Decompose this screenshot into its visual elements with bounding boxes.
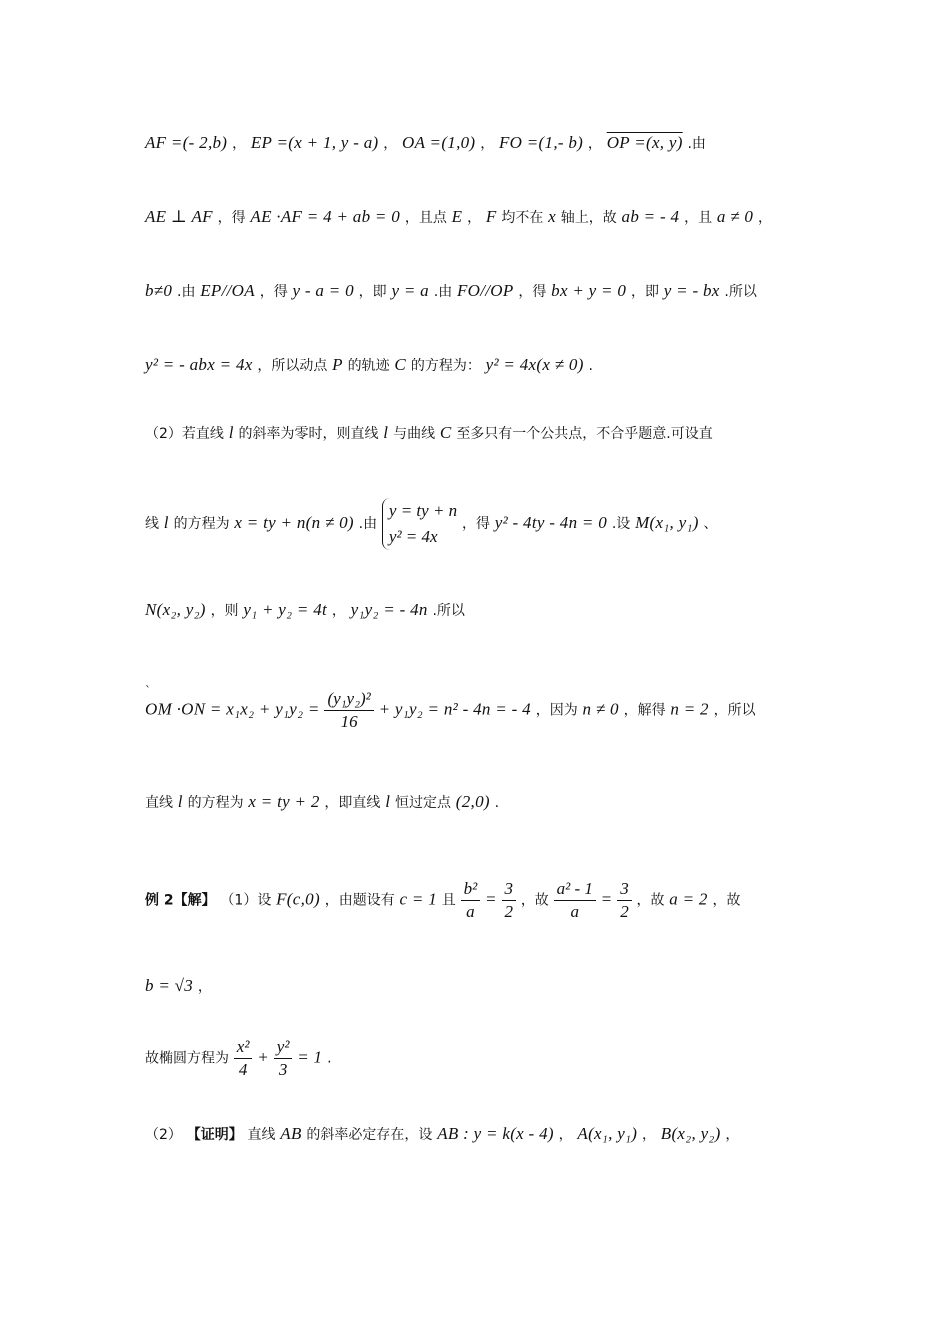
text: 、	[703, 516, 718, 532]
text: .	[327, 1050, 332, 1067]
math: y² = 4x(x ≠ 0)	[485, 355, 584, 374]
math: y = - bx	[663, 281, 720, 300]
fraction-numerator: b²	[461, 878, 481, 901]
text: 的斜率为零时，则直线	[238, 426, 379, 442]
fraction-numerator: (y₁y₂)²	[324, 688, 373, 711]
text: ，即	[630, 284, 659, 300]
fraction-numerator: a² - 1	[554, 878, 596, 901]
example-heading: 例 2【解】	[145, 892, 216, 909]
math: EP//OA	[200, 281, 255, 300]
math: y₁y₂ = - 4n	[350, 600, 428, 619]
math: x	[548, 207, 556, 226]
math: n = 2	[670, 699, 709, 719]
math: n ≠ 0	[582, 699, 619, 719]
math: AB	[280, 1124, 302, 1143]
math: ab = - 4	[621, 207, 680, 226]
math: E	[451, 207, 463, 226]
system-row: y² = 4x	[388, 527, 438, 546]
fraction	[554, 878, 596, 923]
text: ，则	[210, 603, 239, 619]
fraction-denominator: 16	[340, 712, 358, 731]
math: B(x₂, y₂)	[660, 1124, 721, 1143]
text: ，	[642, 1127, 656, 1143]
text: （2）若直线	[145, 426, 224, 442]
text: 至多只有一个公共点，不合乎题意.可设直	[456, 426, 713, 442]
math: y - a = 0	[292, 281, 354, 300]
math: F	[485, 207, 497, 226]
text: 与曲线	[393, 426, 436, 442]
math: OM ·ON = x₁x₂ + y₁y₂ =	[145, 699, 320, 719]
stray-mark: `	[145, 684, 151, 698]
line-10	[145, 878, 815, 923]
text: ，因为	[535, 702, 578, 719]
fraction	[617, 878, 632, 923]
text: .设	[611, 516, 631, 532]
fraction-denominator: 2	[504, 902, 514, 921]
text: ，所以动点	[257, 358, 328, 374]
line-3	[145, 279, 815, 304]
text: ，得	[259, 284, 288, 300]
fraction-denominator: a	[570, 902, 579, 921]
text: 且	[441, 892, 456, 909]
math: y² = - abx = 4x	[145, 355, 253, 374]
text: ，得	[518, 284, 547, 300]
fraction-numerator: y²	[274, 1036, 293, 1059]
text: 直线	[247, 1127, 276, 1143]
math: l	[383, 423, 389, 442]
text: .	[588, 358, 593, 374]
math: l	[385, 792, 391, 811]
text: .由	[687, 136, 706, 152]
text: 线	[145, 516, 159, 532]
math: l	[228, 423, 234, 442]
math: M(x₁, y₁)	[635, 513, 699, 532]
text: ，得	[461, 516, 490, 532]
text: 的方程为：	[410, 358, 481, 374]
line-13	[145, 1122, 815, 1147]
math: AF =(- 2,b)	[145, 133, 228, 152]
math: C	[439, 423, 452, 442]
text: 均不在	[501, 210, 544, 226]
math: FO//OP	[457, 281, 514, 300]
line-6	[145, 498, 815, 550]
math: OP =(x, y)	[606, 133, 683, 152]
math: c = 1	[399, 889, 438, 909]
math: l	[163, 513, 169, 532]
line-1	[145, 131, 815, 156]
text: .由	[358, 516, 378, 532]
fraction-denominator: 2	[620, 902, 629, 921]
text: ，且点	[404, 210, 447, 226]
text: ，故	[712, 892, 741, 909]
fraction	[502, 878, 517, 923]
text: .由	[177, 284, 196, 300]
text: ，	[725, 1127, 740, 1143]
text: 故椭圆方程为	[145, 1050, 229, 1067]
fraction-denominator: a	[466, 902, 475, 921]
text: ，即	[358, 284, 387, 300]
line-12	[145, 1036, 815, 1081]
math: AE ⊥ AF	[145, 207, 213, 226]
math: C	[394, 355, 407, 374]
text: 的斜率必定存在，设	[306, 1127, 433, 1143]
text: ，故	[636, 892, 665, 909]
text: ，	[232, 136, 247, 152]
math: x = ty + n(n ≠ 0)	[234, 513, 354, 532]
fraction	[274, 1036, 293, 1081]
equation-system	[382, 498, 457, 550]
math: EP =(x + 1, y - a)	[250, 133, 379, 152]
text: 直线	[145, 795, 173, 811]
line-7	[145, 598, 815, 623]
line-11	[145, 974, 815, 999]
math: y₁ + y₂ = 4t	[243, 600, 328, 619]
math: b = √3	[145, 976, 194, 995]
math: A(x₁, y₁)	[577, 1124, 638, 1143]
math: AB : y = k(x - 4)	[437, 1124, 554, 1143]
math: +	[257, 1047, 269, 1067]
text: 恒过定点	[395, 795, 452, 811]
text: （2）	[145, 1127, 182, 1143]
line-2	[145, 205, 815, 230]
system-row: y = ty + n	[388, 501, 458, 520]
text: ，	[758, 210, 773, 226]
text: ，	[587, 136, 602, 152]
text: ，	[558, 1127, 573, 1143]
fraction-denominator: 4	[238, 1060, 248, 1079]
math: y = a	[391, 281, 429, 300]
fraction-denominator: 3	[278, 1060, 288, 1079]
text: ，且	[684, 210, 713, 226]
math: AE ·AF = 4 + ab = 0	[250, 207, 401, 226]
text: 的方程为	[173, 516, 230, 532]
fraction	[461, 878, 481, 923]
math: x = ty + 2	[248, 792, 320, 811]
text: ，解得	[623, 702, 666, 719]
fraction-numerator: 3	[502, 878, 517, 901]
math: bx + y = 0	[551, 281, 627, 300]
math: (2,0)	[455, 792, 490, 811]
text: （1）设	[220, 892, 272, 909]
text: ，故	[520, 892, 549, 909]
math: OA =(1,0)	[402, 133, 476, 152]
text: ，	[467, 210, 482, 226]
math: y² - 4ty - 4n = 0	[494, 513, 608, 532]
math: P	[332, 355, 343, 374]
text: ，所以	[713, 702, 756, 719]
math: b≠0	[145, 281, 173, 300]
math: a = 2	[669, 889, 708, 909]
math: =	[600, 889, 613, 909]
text: 轴上，故	[560, 210, 617, 226]
fraction	[324, 688, 373, 733]
line-4	[145, 353, 815, 378]
text: ，	[480, 136, 495, 152]
text: ，由题设有	[324, 892, 395, 909]
math: =	[484, 889, 497, 909]
math: N(x₂, y₂)	[145, 600, 206, 619]
line-8	[145, 688, 815, 733]
text: .所以	[432, 603, 465, 619]
text: .由	[433, 284, 453, 300]
text: ，得	[217, 210, 246, 226]
fraction-numerator: x²	[234, 1036, 253, 1059]
text: ，即直线	[324, 795, 381, 811]
fraction	[234, 1036, 253, 1081]
text: .	[494, 795, 500, 811]
text: .所以	[724, 284, 757, 300]
line-5	[145, 421, 815, 446]
fraction-numerator: 3	[617, 878, 632, 901]
text: ，	[383, 136, 398, 152]
math: l	[177, 792, 183, 811]
math: F(c,0)	[276, 889, 320, 909]
math: = 1	[297, 1047, 323, 1067]
text: 的轨迹	[347, 358, 390, 374]
line-9	[145, 790, 815, 815]
math: + y₁y₂ = n² - 4n = - 4	[378, 699, 531, 719]
proof-heading: 【证明】	[186, 1127, 243, 1143]
math: FO =(1,- b)	[498, 133, 584, 152]
text: ，	[197, 979, 212, 995]
math: a ≠ 0	[716, 207, 754, 226]
text: ，	[331, 603, 346, 619]
text: 的方程为	[187, 795, 244, 811]
